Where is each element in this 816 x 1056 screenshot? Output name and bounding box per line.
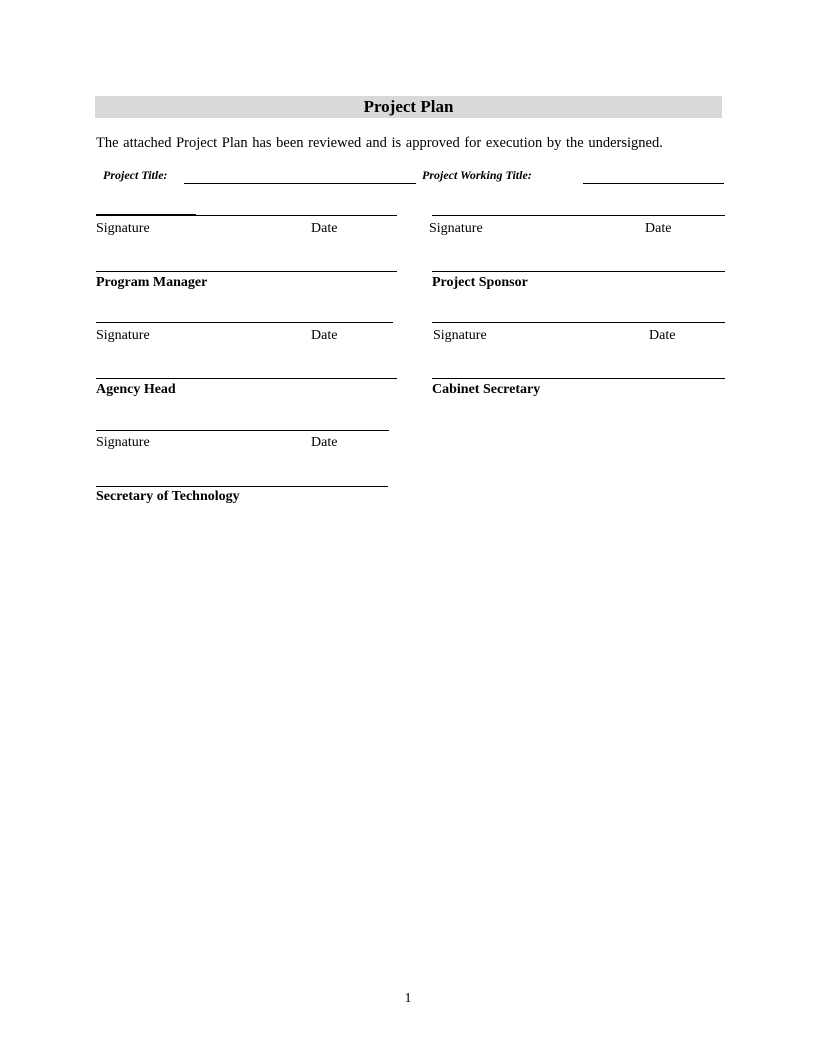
- role-project-sponsor: Project Sponsor: [432, 275, 528, 290]
- signature-label: Signature: [96, 328, 150, 343]
- signature-label: Signature: [96, 435, 150, 450]
- project-working-title-label: Project Working Title:: [422, 168, 532, 182]
- role-program-manager: Program Manager: [96, 275, 208, 290]
- name-line-cabinet-secretary[interactable]: [432, 378, 725, 379]
- date-label: Date: [311, 221, 338, 236]
- project-working-title-line[interactable]: [583, 183, 724, 184]
- signature-line-accent: [96, 214, 196, 216]
- date-label: Date: [311, 328, 338, 343]
- signature-line-agency-head[interactable]: [96, 322, 393, 323]
- date-label: Date: [645, 221, 672, 236]
- name-line-project-sponsor[interactable]: [432, 271, 725, 272]
- date-label: Date: [649, 328, 676, 343]
- role-agency-head: Agency Head: [96, 382, 176, 397]
- signature-label: Signature: [96, 221, 150, 236]
- project-title-line[interactable]: [184, 183, 416, 184]
- role-cabinet-secretary: Cabinet Secretary: [432, 382, 541, 397]
- signature-label: Signature: [429, 221, 483, 236]
- signature-line-cabinet-secretary[interactable]: [432, 322, 725, 323]
- role-secretary-of-technology: Secretary of Technology: [96, 489, 240, 504]
- name-line-agency-head[interactable]: [96, 378, 397, 379]
- page-number: 1: [404, 991, 412, 1006]
- intro-text: The attached Project Plan has been reviewed and is approved for execution by the undersigned.: [96, 135, 663, 151]
- signature-line-project-sponsor[interactable]: [432, 215, 725, 216]
- signature-label: Signature: [433, 328, 487, 343]
- document-title: Project Plan: [95, 96, 722, 118]
- name-line-program-manager[interactable]: [96, 271, 397, 272]
- signature-line-secretary-of-technology[interactable]: [96, 430, 389, 431]
- date-label: Date: [311, 435, 338, 450]
- name-line-secretary-of-technology[interactable]: [96, 486, 388, 487]
- project-title-label: Project Title:: [103, 168, 168, 182]
